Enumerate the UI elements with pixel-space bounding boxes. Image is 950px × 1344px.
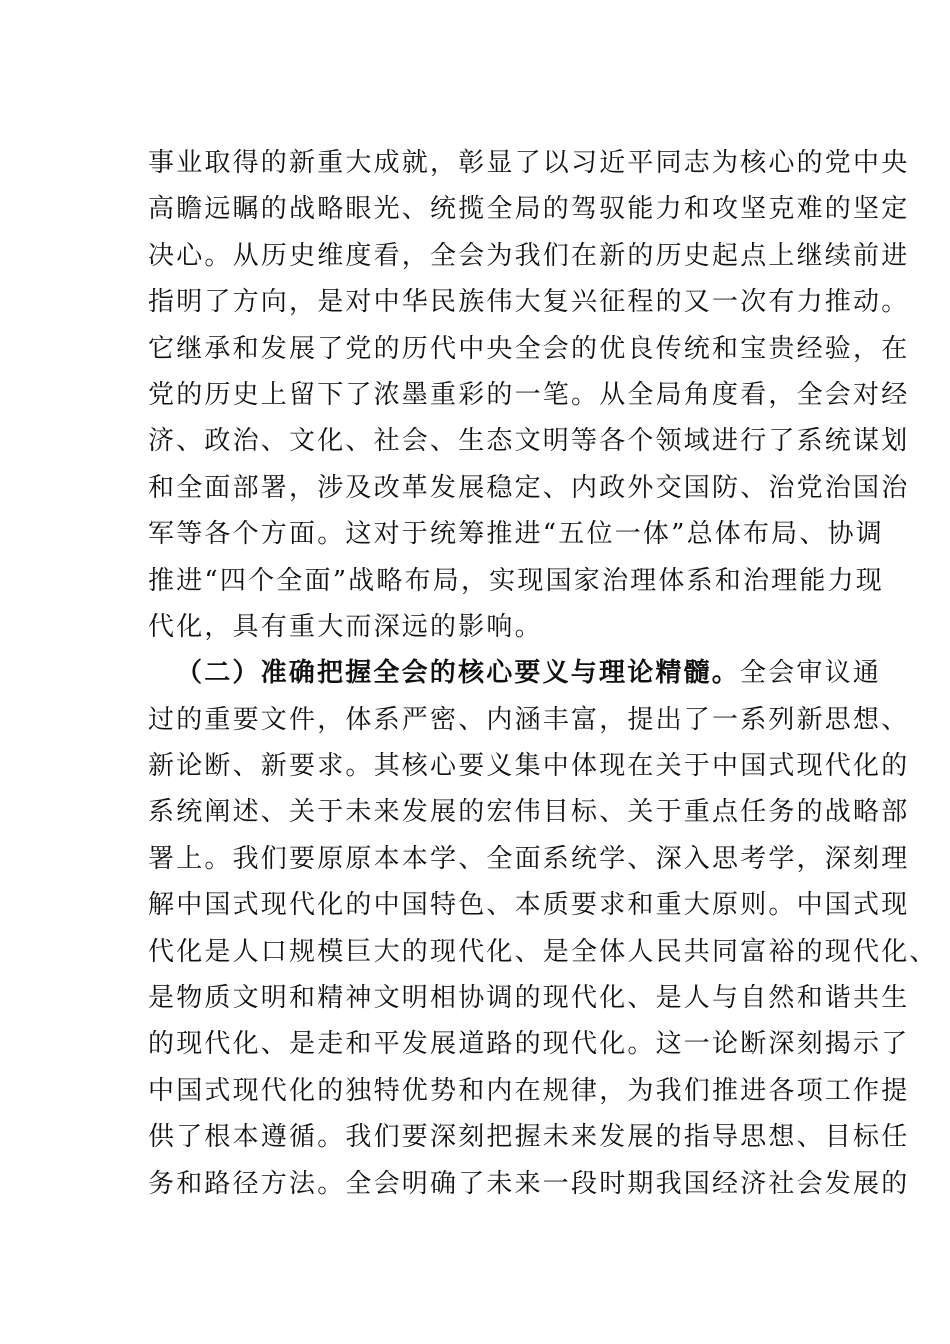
text-line: 署上。我们要原原本本学、全面系统学、深入思考学，深刻理: [148, 843, 910, 874]
text-line: 系统阐述、关于未来发展的宏伟目标、关于重点任务的战略部: [148, 797, 910, 828]
paragraph-1: [148, 140, 910, 650]
text-line: 事业取得的新重大成就，彰显了以习近平同志为核心的党中央: [148, 148, 910, 178]
text-line: 供了根本遵循。我们要深刻把握未来发展的指导思想、目标任: [148, 1122, 910, 1153]
text-line: 军等各个方面。这对于统筹推进“五位一体”总体布局、协调: [148, 519, 884, 550]
text-line: 它继承和发展了党的历代中央全会的优良传统和宝贵经验，在: [148, 333, 910, 364]
text-line: 务和路径方法。全会明确了未来一段时期我国经济社会发展的: [148, 1168, 910, 1199]
text-line: 指明了方向，是对中华民族伟大复兴征程的又一次有力推动。: [148, 287, 910, 318]
text-fragment: 全会审议通: [740, 658, 882, 689]
section-heading-line: [148, 650, 882, 696]
text-line: 代化是人口规模巨大的现代化、是全体人民共同富裕的现代化、: [148, 936, 938, 967]
text-line: 党的历史上留下了浓墨重彩的一笔。从全局角度看，全会对经: [148, 379, 910, 410]
text-line: 过的重要文件，体系严密、内涵丰富，提出了一系列新思想、: [148, 704, 910, 735]
text-line: 解中国式现代化的中国特色、本质要求和重大原则。中国式现: [148, 890, 910, 921]
paragraph-2: [148, 650, 938, 1207]
text-line: 推进“四个全面”战略布局，实现国家治理体系和治理能力现: [148, 565, 884, 596]
text-line: 和全面部署，涉及改革发展稳定、内政外交国防、治党治国治: [148, 472, 910, 503]
text-line: 济、政治、文化、社会、生态文明等各个领域进行了系统谋划: [148, 426, 910, 457]
section-heading: （二）准确把握全会的核心要义与理论精髓。: [176, 658, 741, 689]
body-text: [148, 140, 938, 1207]
text-line: 的现代化、是走和平发展道路的现代化。这一论断深刻揭示了: [148, 1029, 910, 1060]
text-line: 是物质文明和精神文明相协调的现代化、是人与自然和谐共生: [148, 983, 910, 1014]
text-line: 决心。从历史维度看，全会为我们在新的历史起点上继续前进: [148, 240, 910, 271]
text-line: 中国式现代化的独特优势和内在规律，为我们推进各项工作提: [148, 1075, 910, 1106]
text-line: 高瞻远瞩的战略眼光、统揽全局的驾驭能力和攻坚克难的坚定: [148, 194, 910, 225]
text-line: 代化，具有重大而深远的影响。: [148, 611, 543, 642]
text-line: 新论断、新要求。其核心要义集中体现在关于中国式现代化的: [148, 751, 910, 782]
